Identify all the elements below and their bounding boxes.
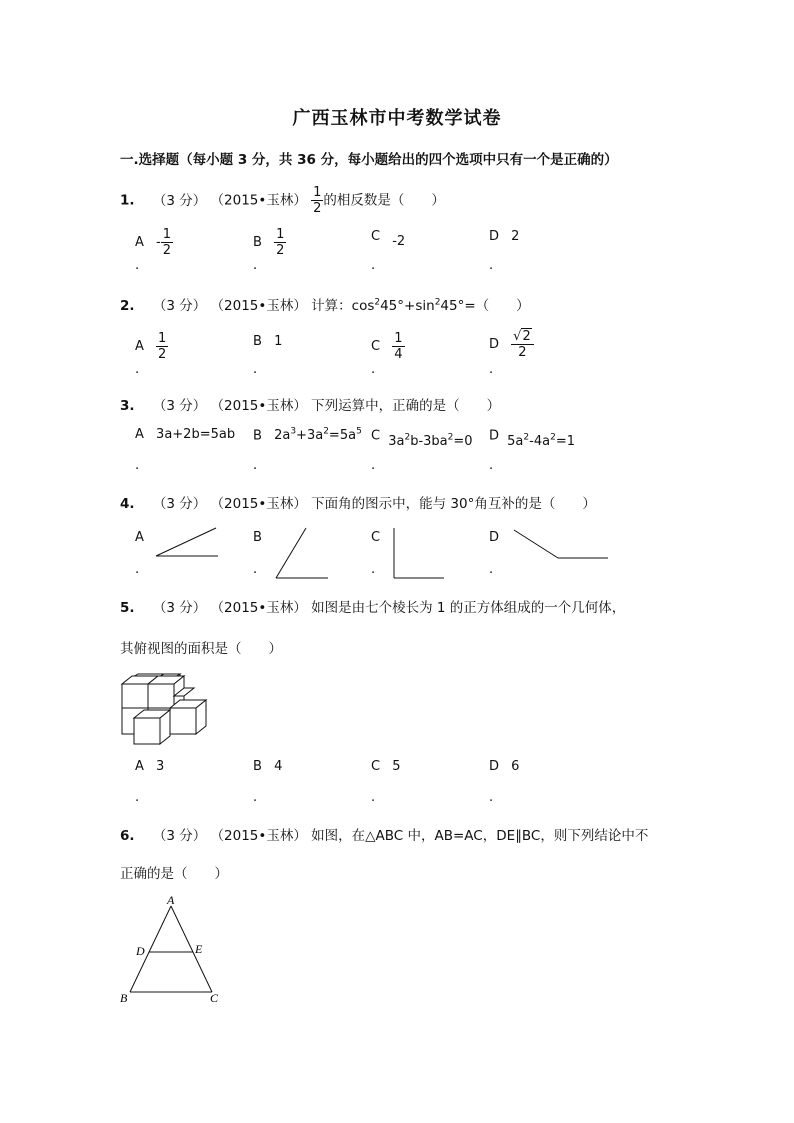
stem-part: 计算：cos bbox=[311, 298, 375, 314]
option-c[interactable] bbox=[371, 427, 473, 450]
option-dot: . bbox=[135, 562, 140, 577]
question-score: （3 分） bbox=[152, 398, 207, 414]
denominator: 2 bbox=[518, 345, 527, 360]
option-fraction bbox=[156, 332, 168, 361]
denominator: 2 bbox=[158, 347, 167, 362]
term: +3a bbox=[296, 428, 324, 444]
exponent: 2 bbox=[323, 427, 329, 437]
option-letter: C bbox=[371, 759, 381, 774]
question-stem: 如图是由七个棱长为 1 的正方体组成的一个几何体， bbox=[311, 600, 626, 616]
option-text bbox=[507, 434, 575, 449]
exponent: 2 bbox=[374, 297, 381, 308]
option-b[interactable]: B bbox=[253, 530, 262, 545]
page-title: 广西玉林市中考数学试卷 bbox=[292, 108, 502, 129]
question-stem: 下面角的图示中，能与 30°角互补的是（ ） bbox=[311, 496, 596, 512]
option-fraction bbox=[274, 228, 286, 257]
exponent: 2 bbox=[434, 297, 441, 308]
option-dot: . bbox=[253, 258, 258, 273]
option-dot: . bbox=[371, 458, 376, 473]
question-number: 2. bbox=[120, 298, 135, 314]
option-sign: - bbox=[156, 235, 161, 250]
option-text: 5 bbox=[392, 759, 401, 774]
option-letter: A bbox=[135, 427, 144, 442]
question-source: （2015•玉林） bbox=[210, 398, 307, 414]
question-1 bbox=[120, 186, 445, 215]
angle-figure-d bbox=[508, 524, 610, 564]
exponent: 2 bbox=[550, 433, 556, 443]
option-fraction bbox=[161, 228, 173, 257]
term: =0 bbox=[453, 434, 473, 450]
angle-ray bbox=[156, 528, 216, 556]
radicand: 2 bbox=[522, 329, 531, 344]
option-letter: A bbox=[135, 235, 144, 250]
stem-fraction bbox=[311, 186, 323, 215]
question-stem-continued: 正确的是（ ） bbox=[120, 866, 228, 882]
option-text: 2 bbox=[511, 229, 520, 244]
option-b[interactable] bbox=[253, 759, 282, 774]
question-score: （3 分） bbox=[152, 298, 207, 314]
option-letter: A bbox=[135, 339, 144, 354]
term: =5a bbox=[328, 428, 357, 444]
option-dot: . bbox=[489, 562, 494, 577]
exponent: 2 bbox=[447, 433, 454, 443]
angle-figure-c bbox=[388, 524, 448, 582]
vertex-label-b: B bbox=[120, 991, 128, 1005]
option-b[interactable] bbox=[253, 228, 286, 257]
option-b[interactable] bbox=[253, 334, 282, 349]
option-a[interactable] bbox=[135, 427, 235, 442]
angle-ray bbox=[276, 528, 306, 578]
option-dot: . bbox=[489, 790, 494, 805]
question-source: （2015•玉林） bbox=[210, 496, 307, 512]
option-letter: D bbox=[489, 428, 500, 444]
numerator: 1 bbox=[158, 331, 167, 346]
question-score: （3 分） bbox=[152, 828, 207, 844]
angle-ray bbox=[514, 530, 558, 558]
question-number: 6. bbox=[120, 828, 135, 844]
numerator: 1 bbox=[276, 227, 285, 242]
option-fraction bbox=[511, 330, 534, 359]
cube-face bbox=[122, 684, 148, 708]
term: 3a bbox=[388, 434, 405, 450]
exponent: 2 bbox=[404, 433, 411, 443]
denominator: 2 bbox=[313, 201, 322, 216]
stem-part: 45°+sin bbox=[380, 298, 435, 314]
term: =1 bbox=[555, 434, 575, 450]
option-letter: C bbox=[371, 428, 381, 444]
question-stem bbox=[311, 298, 530, 314]
option-letter: C bbox=[371, 339, 381, 354]
option-dot: . bbox=[253, 362, 258, 377]
option-d[interactable]: D bbox=[489, 530, 500, 545]
option-letter: D bbox=[489, 759, 500, 774]
term: 2a bbox=[274, 428, 291, 444]
option-d[interactable] bbox=[489, 427, 575, 450]
option-dot: . bbox=[135, 790, 140, 805]
option-dot: . bbox=[489, 458, 494, 473]
option-c[interactable] bbox=[371, 759, 401, 774]
option-dot: . bbox=[489, 362, 494, 377]
question-number: 4. bbox=[120, 496, 135, 512]
question-stem-continued: 其俯视图的面积是（ ） bbox=[120, 641, 282, 657]
vertex-label-e: E bbox=[195, 942, 203, 956]
option-letter: A bbox=[135, 759, 144, 774]
numerator: 1 bbox=[162, 227, 172, 242]
option-letter: B bbox=[253, 428, 262, 444]
vertex-label-c: C bbox=[210, 991, 219, 1005]
option-letter: D bbox=[489, 229, 500, 244]
option-text: 3 bbox=[156, 759, 165, 774]
option-d[interactable] bbox=[489, 229, 519, 244]
question-number: 1. bbox=[120, 192, 135, 209]
option-dot: . bbox=[135, 362, 140, 377]
question-5 bbox=[120, 596, 625, 616]
option-letter: C bbox=[371, 229, 381, 244]
question-score: （3 分） bbox=[152, 496, 207, 512]
question-source: （2015•玉林） bbox=[210, 192, 307, 209]
option-text: 1 bbox=[274, 334, 283, 349]
option-letter: B bbox=[253, 759, 262, 774]
question-score: （3 分） bbox=[152, 600, 207, 616]
question-stem: 的相反数是（ ） bbox=[323, 192, 445, 209]
option-text bbox=[388, 434, 472, 449]
question-score: （3 分） bbox=[152, 192, 207, 209]
question-source: （2015•玉林） bbox=[210, 600, 307, 616]
numerator bbox=[511, 330, 534, 345]
option-c[interactable]: C bbox=[371, 530, 381, 545]
option-text: 3a+2b=5ab bbox=[156, 427, 236, 442]
exponent: 5 bbox=[356, 427, 362, 437]
side-ac bbox=[171, 906, 212, 992]
option-letter: B bbox=[253, 235, 262, 250]
option-fraction bbox=[392, 332, 404, 361]
question-stem: 如图，在△ABC 中，AB=AC，DE∥BC，则下列结论中不 bbox=[311, 828, 649, 844]
option-text: -2 bbox=[392, 234, 406, 249]
sqrt-sign: √2 bbox=[513, 329, 531, 344]
option-dot: . bbox=[489, 258, 494, 273]
question-stem: 下列运算中，正确的是（ ） bbox=[311, 398, 501, 414]
question-3 bbox=[120, 394, 500, 414]
option-c[interactable] bbox=[371, 229, 406, 249]
vertex-label-d: D bbox=[136, 944, 145, 958]
option-dot: . bbox=[371, 258, 376, 273]
triangle-figure bbox=[116, 892, 226, 1008]
stem-part: 45°=（ ） bbox=[440, 298, 530, 314]
option-d[interactable] bbox=[489, 759, 519, 774]
cube-face bbox=[148, 684, 174, 708]
term: b-3ba bbox=[410, 434, 448, 450]
option-dot: . bbox=[371, 362, 376, 377]
question-6 bbox=[120, 824, 648, 844]
cube-face bbox=[170, 708, 196, 734]
option-a[interactable]: A bbox=[135, 530, 144, 545]
exponent: 2 bbox=[523, 433, 530, 443]
option-text: 4 bbox=[274, 759, 283, 774]
option-dot: . bbox=[371, 562, 376, 577]
denominator: 2 bbox=[276, 243, 285, 258]
option-dot: . bbox=[135, 458, 140, 473]
option-text: 6 bbox=[511, 759, 520, 774]
section-heading: 一.选择题（每小题 3 分，共 36 分，每小题给出的四个选项中只有一个是正确的） bbox=[120, 152, 618, 168]
option-dot: . bbox=[253, 458, 258, 473]
question-number: 3. bbox=[120, 398, 135, 414]
option-a[interactable] bbox=[135, 759, 164, 774]
question-2 bbox=[120, 294, 530, 314]
cube-solid-figure bbox=[118, 674, 210, 746]
option-letter: D bbox=[489, 337, 500, 352]
denominator: 4 bbox=[394, 347, 403, 362]
question-4 bbox=[120, 492, 596, 512]
option-dot: . bbox=[253, 790, 258, 805]
option-c[interactable] bbox=[371, 332, 405, 361]
angle-figure-b bbox=[268, 524, 338, 582]
option-dot: . bbox=[253, 562, 258, 577]
numerator: 1 bbox=[394, 331, 403, 346]
question-number: 5. bbox=[120, 600, 135, 616]
option-a[interactable] bbox=[135, 228, 173, 257]
option-a[interactable] bbox=[135, 332, 168, 361]
option-text bbox=[274, 428, 362, 443]
exponent: 3 bbox=[290, 427, 297, 437]
option-dot: . bbox=[135, 258, 140, 273]
denominator: 2 bbox=[162, 243, 172, 258]
option-b[interactable] bbox=[253, 427, 362, 443]
question-source: （2015•玉林） bbox=[210, 298, 307, 314]
option-d[interactable] bbox=[489, 330, 534, 359]
numerator: 1 bbox=[313, 185, 322, 200]
vertex-label-a: A bbox=[167, 893, 175, 907]
term: -4a bbox=[529, 434, 551, 450]
question-source: （2015•玉林） bbox=[210, 828, 307, 844]
option-letter: B bbox=[253, 334, 262, 349]
angle-figure-a bbox=[150, 524, 220, 560]
option-dot: . bbox=[371, 790, 376, 805]
cube-face bbox=[134, 718, 160, 744]
term: 5a bbox=[507, 434, 524, 450]
